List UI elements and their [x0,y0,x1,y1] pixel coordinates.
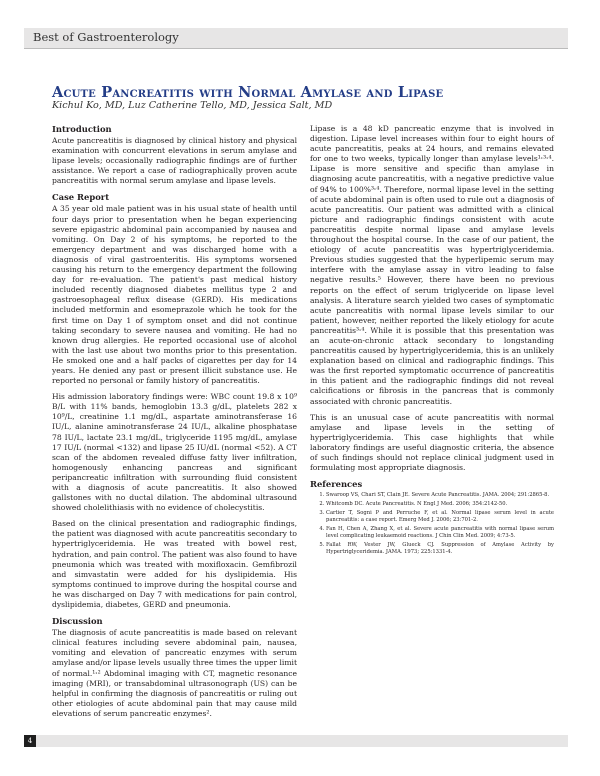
discussion-paragraph-1: The diagnosis of acute pancreatitis is made based on relevant clinical features including severe abdominal pain, nausea, vomiting and elevation of pancreatic enzymes with serum amylase and/or lipase levels usually three times the upper limit of normal.¹˒² Abdominal imaging with CT, magnetic resonance imaging (MRI), or transabdominal ultrasonograph (US) can be helpful in confirming the diagnosis of pancreatitis or ruling out other etiologies of acute abdominal pain that may cause mild elevations of serum pancreatic enzymes². [52,628,297,718]
reference-item: 5. Fallat RW, Vester JW, Glueck CJ. Suppression of Amylase Activity by Hypertriglyceridemia. JAMA. 1973; 225:1331-4. [326,542,554,556]
references-heading: References [310,479,363,490]
journal-name: Best of Gastroenterology [33,30,179,44]
article-authors: Kichul Ko, MD, Luz Catherine Tello, MD, Jessica Salt, MD [52,100,333,111]
right-column [310,124,554,558]
case-report-paragraph-1: A 35 year old male patient was in his usual state of health until four days prior to presentation when he began experiencing severe epigastric abdominal pain accompanied by nausea and vomiting. On Day 2 of his symptoms, he reported to the emergency department and was discharged home with a diagnosis of viral gastroenteritis. His symptoms worsened causing his return to the emergency department the following day for re-evaluation. The patient's past medical history included recently diagnosed diabetes mellitus type 2 and gastroesophageal reflux disease (GERD). His medications included metformin and esomeprazole which he took for the first time on Day 1 of symptom onset and did not continue taking secondary to severe nausea and vomiting. He had no known drug allergies. He reported occasional use of alcohol with the last use about two months prior to this presentation. He smoked one and a half packs of cigarettes per day for 14 years. He denied any past or present illicit substance use. He reported no personal or family history of pancreatitis. [52,204,297,386]
reference-item: 2. Whitcomb DC. Acute Pancreatitis. N Engl J Med. 2006; 354:2142-50. [326,501,554,508]
discussion-heading: Discussion [52,616,103,627]
discussion-paragraph-3: This is an unusual case of acute pancreatitis with normal amylase and lipase levels in the setting of hypertriglyceridemia. This case highlights that while laboratory findings are useful diagnostic criteria, the absence of such findings should not replace clinical judgment used in formulating most appropriate diagnosis. [310,412,554,473]
article-title: Acute Pancreatitis with Normal Amylase and Lipase [52,84,444,101]
footer-bar [36,735,568,747]
reference-item: 3. Cartier T, Sogni P and Perruche F, et al. Normal lipase serum level in acute pancreatitis: a case report. Emerg Med J. 2006; 23:701-2. [326,510,554,524]
introduction-text: Acute pancreatitis is diagnosed by clinical history and physical examination with concurrent elevations in serum amylase and lipase levels; occasionally radiographic findings are of further assistance. We report a case of radiographically proven acute pancreatitis with normal serum amylase and lipase levels. [52,136,297,186]
case-report-paragraph-3: Based on the clinical presentation and radiographic findings, the patient was diagnosed with acute pancreatitis secondary to hypertriglyceridemia. He was treated with bowel rest, hydration, and pain control. The patient was also found to have pneumonia which was treated with moxifloxacin. Gemfibrozil and simvastatin were added for his dyslipidemia. His symptoms continued to improve during the hospital course and he was discharged on Day 7 with medications for pain control, dyslipidemia, diabetes, GERD and pneumonia. [52,519,297,610]
references-list [310,492,554,556]
references-section [310,479,554,556]
journal-header [24,28,568,49]
case-report-heading: Case Report [52,192,110,203]
case-report-paragraph-2: His admission laboratory findings were: WBC count 19.8 x 10⁹ B/L with 11% bands, hemoglobin 13.3 g/dL, platelets 282 x 10⁹/L, creatinine 1.1 mg/dL, aspartate aminotransferase 16 IU/L, alanine aminotransferase 24 IU/L, alkaline phosphatase 78 IU/L, lactate 23.1 mg/dL, triglyceride 1195 mg/dL, amylase 17 IU/L (normal <132) and lipase 25 IU/dL (normal <52). A CT scan of the abdomen revealed diffuse fatty liver infiltration, homogenously enhancing pancreas and significant peripancreatic infiltration with surrounding fluid consistent with a diagnosis of acute pancreatitis. It also showed gallstones with no ductal dilation. The abdominal ultrasound showed cholelithiasis with no evidence of cholecystitis. [52,392,297,513]
introduction-heading: Introduction [52,124,112,134]
reference-item: 4. Fan H, Chen A, Zhang X, et al. Severe acute pancreatitis with normal lipase serum level complicating leukaemoid reactions. J Chin Clin Med. 2009; 4:73-5. [326,526,554,540]
discussion-paragraph-2: Lipase is a 48 kD pancreatic enzyme that is involved in digestion. Lipase level increases within four to eight hours of acute pancreatitis, peaks at 24 hours, and remains elevated for one to two weeks, typically longer than amylase levels¹˒³˒⁴. Lipase is more sensitive and specific than amylase in diagnosing acute pancreatitis, with a negative predictive value of 94% to 100%³˒⁴. Therefore, normal lipase level in the setting of acute abdominal pain is often used to rule out a diagnosis of acute pancreatitis. Our patient was admitted with a clinical picture and radiographic findings consistent with acute pancreatitis despite normal lipase and amylase levels throughout the hospital course. In the case of our patient, the etiology of acute pancreatitis was hypertriglyceridemia. Previous studies suggested that the hyperlipemic serum may interfere with the amylase assay in vitro leading to false negative results.⁵ However, there have been no previous reports on the effect of serum triglyceride on lipase level analysis. A literature search yielded two cases of symptomatic acute pancreatitis with normal lipase levels similar to our patient, however, neither reported the likely etiology for acute pancreatitis³˒⁴. While it is possible that this presentation was an acute-on-chronic attack secondary to longstanding pancreatitis caused by hypertriglyceridemia, this is an unlikely explanation based on clinical and radiographic findings. This was the first reported symptomatic occurrence of pancreatitis in this patient and the radiographic findings did not reveal calcifications or fibrosis in the pancreas that is commonly associated with chronic pancreatitis. [310,124,554,406]
page-number: 4 [24,735,36,747]
reference-item: 1. Swaroop VS, Chari ST, Clain JE. Severe Acute Pancreatitis. JAMA. 2004; 291:2865-8. [326,492,554,499]
left-column [52,124,297,725]
